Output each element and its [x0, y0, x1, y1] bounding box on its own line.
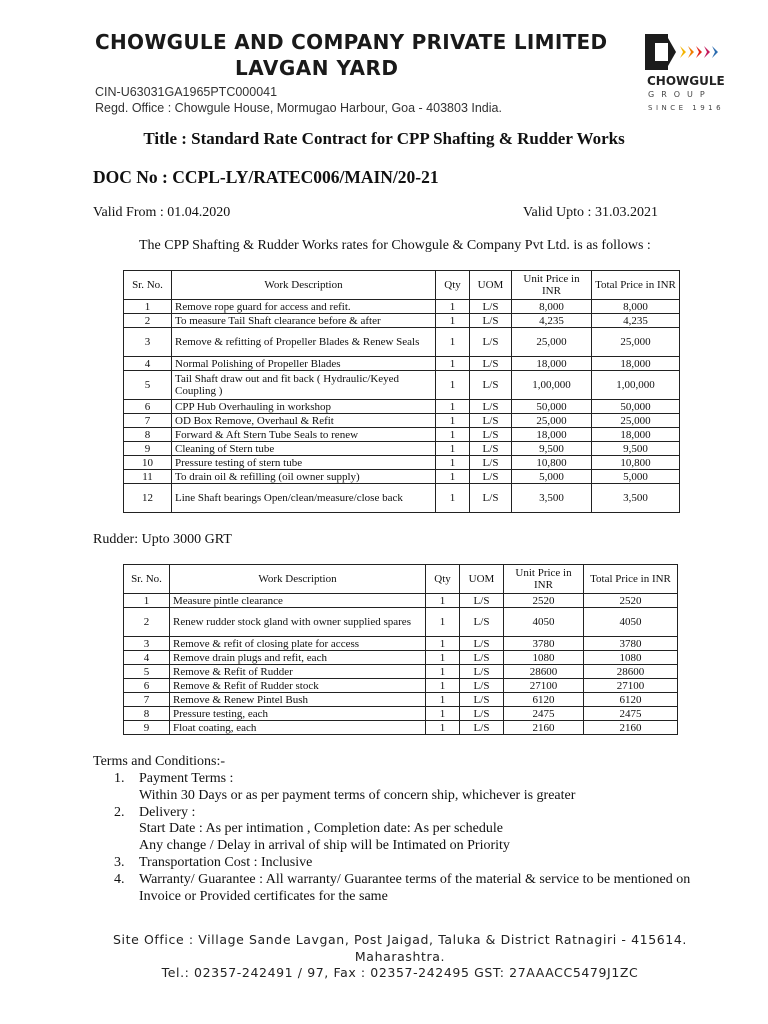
cell-unit-price: 9,500: [512, 442, 592, 456]
cell-total-price: 4,235: [592, 314, 680, 328]
cell-uom: L/S: [460, 651, 504, 665]
cell-qty: 1: [426, 608, 460, 637]
yard-name: LAVGAN YARD: [235, 56, 399, 80]
header-qty: Qty: [436, 271, 470, 300]
cell-unit-price: 6120: [504, 693, 584, 707]
table-row: [124, 400, 680, 414]
cell-qty: 1: [436, 484, 470, 513]
cell-sr-no: 8: [124, 707, 170, 721]
table-row: [124, 300, 680, 314]
cell-qty: 1: [436, 371, 470, 400]
cell-total-price: 25,000: [592, 414, 680, 428]
cell-qty: 1: [436, 314, 470, 328]
header-unit-price: Unit Price in INR: [504, 565, 584, 594]
cpp-rates-table: [123, 270, 680, 513]
term-number: 3.: [114, 854, 125, 870]
cell-qty: 1: [426, 637, 460, 651]
registered-office: Regd. Office : Chowgule House, Mormugao Harbour, Goa - 403803 India.: [95, 101, 502, 115]
cell-qty: 1: [426, 665, 460, 679]
cell-total-price: 4050: [584, 608, 678, 637]
cell-work-description: OD Box Remove, Overhaul & Refit: [172, 414, 436, 428]
cell-unit-price: 28600: [504, 665, 584, 679]
cell-qty: 1: [426, 707, 460, 721]
cell-unit-price: 1,00,000: [512, 371, 592, 400]
cell-work-description: Forward & Aft Stern Tube Seals to renew: [172, 428, 436, 442]
term-item: [93, 805, 693, 855]
term-label: Transportation Cost : Inclusive: [139, 854, 313, 870]
cell-total-price: 28600: [584, 665, 678, 679]
logo-since: SINCE 1916: [648, 104, 725, 112]
term-number: 4.: [114, 871, 125, 887]
cell-work-description: Pressure testing, each: [170, 707, 426, 721]
cell-work-description: Remove & Renew Pintel Bush: [170, 693, 426, 707]
cell-sr-no: 9: [124, 442, 172, 456]
cell-uom: L/S: [460, 707, 504, 721]
cell-sr-no: 8: [124, 428, 172, 442]
term-number: 2.: [114, 804, 125, 820]
cell-sr-no: 6: [124, 679, 170, 693]
document-number: DOC No : CCPL-LY/RATEC006/MAIN/20-21: [93, 167, 439, 187]
cell-qty: 1: [426, 693, 460, 707]
footer-state: Maharashtra.: [354, 949, 446, 964]
cell-uom: L/S: [470, 371, 512, 400]
cell-unit-price: 3780: [504, 637, 584, 651]
cell-total-price: 2160: [584, 721, 678, 735]
cell-total-price: 6120: [584, 693, 678, 707]
cell-work-description: Measure pintle clearance: [170, 594, 426, 608]
cell-unit-price: 2160: [504, 721, 584, 735]
cell-work-description: To measure Tail Shaft clearance before & after: [172, 314, 436, 328]
cell-work-description: Remove drain plugs and refit, each: [170, 651, 426, 665]
cell-work-description: Normal Polishing of Propeller Blades: [172, 357, 436, 371]
table-row: [124, 651, 678, 665]
table-header-row: [124, 271, 680, 300]
cell-uom: L/S: [460, 608, 504, 637]
cell-unit-price: 10,800: [512, 456, 592, 470]
cell-sr-no: 12: [124, 484, 172, 513]
cell-unit-price: 2475: [504, 707, 584, 721]
term-label: Delivery :: [139, 804, 196, 820]
table-row: [124, 693, 678, 707]
cell-qty: 1: [426, 721, 460, 735]
cell-work-description: Remove & refit of closing plate for access: [170, 637, 426, 651]
term-number: 1.: [114, 771, 125, 786]
cell-unit-price: 25,000: [512, 414, 592, 428]
table-row: [124, 665, 678, 679]
header-qty: Qty: [426, 565, 460, 594]
footer-site-office: Site Office : Village Sande Lavgan, Post Jaigad, Taluka & District Ratnagiri - 415614.: [113, 932, 687, 947]
cell-uom: L/S: [470, 484, 512, 513]
cell-work-description: Line Shaft bearings Open/clean/measure/close back: [172, 484, 436, 513]
cell-sr-no: 1: [124, 300, 172, 314]
table-row: [124, 328, 680, 357]
term-detail: Within 30 Days or as per payment terms of concern ship, whichever is greater: [139, 787, 576, 803]
term-item: [93, 872, 693, 906]
header-uom: UOM: [460, 565, 504, 594]
cell-unit-price: 4050: [504, 608, 584, 637]
table-row: [124, 679, 678, 693]
cell-work-description: To drain oil & refilling (oil owner supply): [172, 470, 436, 484]
cell-sr-no: 3: [124, 637, 170, 651]
cell-qty: 1: [436, 442, 470, 456]
cell-sr-no: 9: [124, 721, 170, 735]
cell-uom: L/S: [470, 442, 512, 456]
cell-total-price: 2475: [584, 707, 678, 721]
letterhead: [95, 28, 745, 118]
table-row: [124, 484, 680, 513]
cell-uom: L/S: [470, 470, 512, 484]
cell-sr-no: 1: [124, 594, 170, 608]
cell-qty: 1: [436, 414, 470, 428]
cell-total-price: 18,000: [592, 428, 680, 442]
cell-work-description: Renew rudder stock gland with owner supplied spares: [170, 608, 426, 637]
cell-work-description: Cleaning of Stern tube: [172, 442, 436, 456]
table-row: [124, 594, 678, 608]
term-item: [93, 855, 693, 872]
header-work-description: Work Description: [172, 271, 436, 300]
cell-uom: L/S: [470, 314, 512, 328]
cell-qty: 1: [436, 300, 470, 314]
cell-unit-price: 1080: [504, 651, 584, 665]
table-row: [124, 470, 680, 484]
cell-unit-price: 18,000: [512, 428, 592, 442]
cell-total-price: 9,500: [592, 442, 680, 456]
cell-uom: L/S: [460, 721, 504, 735]
cell-total-price: 1,00,000: [592, 371, 680, 400]
term-detail: Any change / Delay in arrival of ship will be Intimated on Priority: [139, 838, 510, 854]
table-row: [124, 707, 678, 721]
cell-uom: L/S: [460, 594, 504, 608]
cell-unit-price: 2520: [504, 594, 584, 608]
cell-uom: L/S: [460, 665, 504, 679]
table-row: [124, 608, 678, 637]
term-label: Payment Terms :: [139, 771, 234, 786]
cell-uom: L/S: [470, 428, 512, 442]
cell-qty: 1: [436, 400, 470, 414]
cell-sr-no: 7: [124, 414, 172, 428]
cell-qty: 1: [426, 651, 460, 665]
cell-uom: L/S: [470, 357, 512, 371]
header-work-description: Work Description: [170, 565, 426, 594]
cell-qty: 1: [426, 594, 460, 608]
cell-total-price: 50,000: [592, 400, 680, 414]
cell-unit-price: 8,000: [512, 300, 592, 314]
cell-unit-price: 4,235: [512, 314, 592, 328]
logo-word: CHOWGULE: [647, 74, 725, 88]
cell-sr-no: 11: [124, 470, 172, 484]
cell-uom: L/S: [460, 637, 504, 651]
cell-uom: L/S: [460, 693, 504, 707]
intro-text: The CPP Shafting & Rudder Works rates for Chowgule & Company Pvt Ltd. is as follows :: [139, 238, 651, 253]
rudder-table-body: [124, 594, 678, 735]
cell-unit-price: 25,000: [512, 328, 592, 357]
chowgule-logo: [640, 28, 745, 118]
company-name: CHOWGULE AND COMPANY PRIVATE LIMITED: [95, 30, 608, 54]
header-total-price: Total Price in INR: [592, 271, 680, 300]
cell-qty: 1: [426, 679, 460, 693]
cell-qty: 1: [436, 328, 470, 357]
header-uom: UOM: [470, 271, 512, 300]
cell-total-price: 8,000: [592, 300, 680, 314]
term-detail: Start Date : As per intimation , Completion date: As per schedule: [139, 821, 503, 837]
cell-unit-price: 5,000: [512, 470, 592, 484]
cell-sr-no: 2: [124, 608, 170, 637]
terms-heading: Terms and Conditions:-: [93, 754, 226, 769]
cell-total-price: 5,000: [592, 470, 680, 484]
cell-work-description: Remove & Refit of Rudder stock: [170, 679, 426, 693]
cell-unit-price: 27100: [504, 679, 584, 693]
cell-total-price: 25,000: [592, 328, 680, 357]
terms-list: [93, 771, 693, 905]
header-sr-no: Sr. No.: [124, 271, 172, 300]
cell-qty: 1: [436, 428, 470, 442]
table-row: [124, 371, 680, 400]
chowgule-logo-mark: [640, 28, 745, 76]
document-title: Title : Standard Rate Contract for CPP Shafting & Rudder Works: [143, 129, 625, 148]
rudder-section-label: Rudder: Upto 3000 GRT: [93, 532, 232, 547]
table-row: [124, 357, 680, 371]
footer-contact: Tel.: 02357-242491 / 97, Fax : 02357-242495 GST: 27AAACC5479J1ZC: [161, 965, 639, 980]
cell-uom: L/S: [470, 328, 512, 357]
cell-qty: 1: [436, 456, 470, 470]
cell-total-price: 27100: [584, 679, 678, 693]
cell-uom: L/S: [470, 456, 512, 470]
cell-work-description: Float coating, each: [170, 721, 426, 735]
cell-sr-no: 7: [124, 693, 170, 707]
table-header-row: [124, 565, 678, 594]
table-row: [124, 456, 680, 470]
cell-total-price: 3,500: [592, 484, 680, 513]
header-sr-no: Sr. No.: [124, 565, 170, 594]
table-row: [124, 414, 680, 428]
cell-total-price: 3780: [584, 637, 678, 651]
cell-qty: 1: [436, 470, 470, 484]
cell-work-description: Remove rope guard for access and refit.: [172, 300, 436, 314]
term-label: Warranty/ Guarantee : All warranty/ Guarantee terms of the material & service to be mentioned on Invoice or Provided certificates for the same: [139, 871, 691, 904]
cell-work-description: Remove & Refit of Rudder: [170, 665, 426, 679]
cell-sr-no: 2: [124, 314, 172, 328]
cell-work-description: Pressure testing of stern tube: [172, 456, 436, 470]
cpp-table-body: [124, 300, 680, 513]
table-row: [124, 428, 680, 442]
cell-sr-no: 3: [124, 328, 172, 357]
cell-qty: 1: [436, 357, 470, 371]
cell-total-price: 18,000: [592, 357, 680, 371]
cell-total-price: 10,800: [592, 456, 680, 470]
table-row: [124, 314, 680, 328]
cell-sr-no: 10: [124, 456, 172, 470]
term-item: [93, 771, 693, 805]
cell-work-description: CPP Hub Overhauling in workshop: [172, 400, 436, 414]
logo-group: GROUP: [648, 90, 712, 99]
cell-total-price: 1080: [584, 651, 678, 665]
cell-sr-no: 4: [124, 651, 170, 665]
header-total-price: Total Price in INR: [584, 565, 678, 594]
cell-uom: L/S: [460, 679, 504, 693]
cell-unit-price: 50,000: [512, 400, 592, 414]
cell-work-description: Tail Shaft draw out and fit back ( Hydraulic/Keyed Coupling ): [172, 371, 436, 400]
header-unit-price: Unit Price in INR: [512, 271, 592, 300]
cell-unit-price: 18,000: [512, 357, 592, 371]
valid-upto: Valid Upto : 31.03.2021: [523, 205, 658, 220]
cell-unit-price: 3,500: [512, 484, 592, 513]
cell-sr-no: 6: [124, 400, 172, 414]
table-row: [124, 721, 678, 735]
cell-uom: L/S: [470, 400, 512, 414]
rudder-rates-table: [123, 564, 678, 735]
table-row: [124, 442, 680, 456]
cin-number: CIN-U63031GA1965PTC000041: [95, 85, 278, 99]
cell-sr-no: 4: [124, 357, 172, 371]
cell-work-description: Remove & refitting of Propeller Blades & Renew Seals: [172, 328, 436, 357]
cell-uom: L/S: [470, 414, 512, 428]
valid-from: Valid From : 01.04.2020: [93, 205, 231, 220]
cell-uom: L/S: [470, 300, 512, 314]
cell-sr-no: 5: [124, 665, 170, 679]
table-row: [124, 637, 678, 651]
cell-sr-no: 5: [124, 371, 172, 400]
cell-total-price: 2520: [584, 594, 678, 608]
